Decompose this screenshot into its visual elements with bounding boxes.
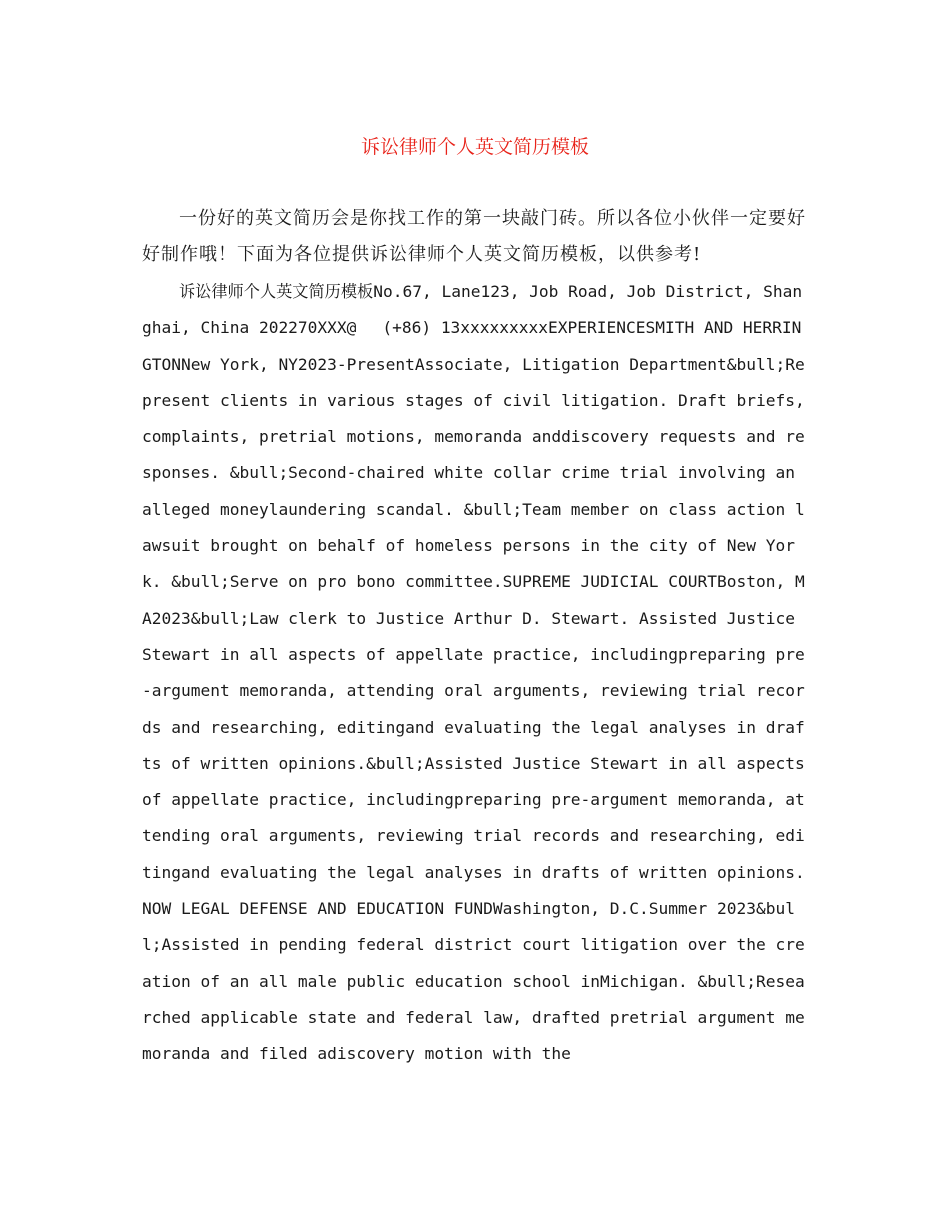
document-title: 诉讼律师个人英文简历模板 [360, 136, 589, 158]
resume-body-paragraph: 诉讼律师个人英文简历模板No.67, Lane123, Job Road, Job District, Shanghai, China 202270XXX@ (+86) 13xxxxxxxxxEXPERIENCESMITH AND HERRINGTONNew York, NY2023-PresentAssociate, Litigation Department&bull;Represent clients in various stages of civil litigation. Draft briefs, complaints, pretrial motions, memoranda anddiscovery requests and responses. &bull;Second-chaired white collar crime trial involving an alleged moneylaundering scandal. &bull;Team member on class action lawsuit brought on behalf of homeless persons in the city of New York. &bull;Serve on pro bono committee.SUPREME JUDICIAL COURTBoston, MA2023&bull;Law clerk to Justice Arthur D. Stewart. Assisted Justice Stewart in all aspects of appellate practice, includingpreparing pre-argument memoranda, attending oral arguments, reviewing trial records and researching, editingand evaluating the legal analyses in drafts of written opinions.&bull;Assisted Justice Stewart in all aspects of appellate practice, includingpreparing pre-argument memoranda, attending oral arguments, reviewing trial records and researching, editingand evaluating the legal analyses in drafts of written opinions.NOW LEGAL DEFENSE AND EDUCATION FUNDWashington, D.C.Summer 2023&bull;Assisted in pending federal district court litigation over the creation of an all male public education school inMichigan. &bull;Researched applicable state and federal law, drafted pretrial argument memoranda and filed adiscovery motion with the [142, 282, 805, 1064]
intro-paragraph: 一份好的英文简历会是你找工作的第一块敲门砖。所以各位小伙伴一定要好好制作哦！下面为各位提供诉讼律师个人英文简历模板，以供参考! [142, 208, 806, 266]
